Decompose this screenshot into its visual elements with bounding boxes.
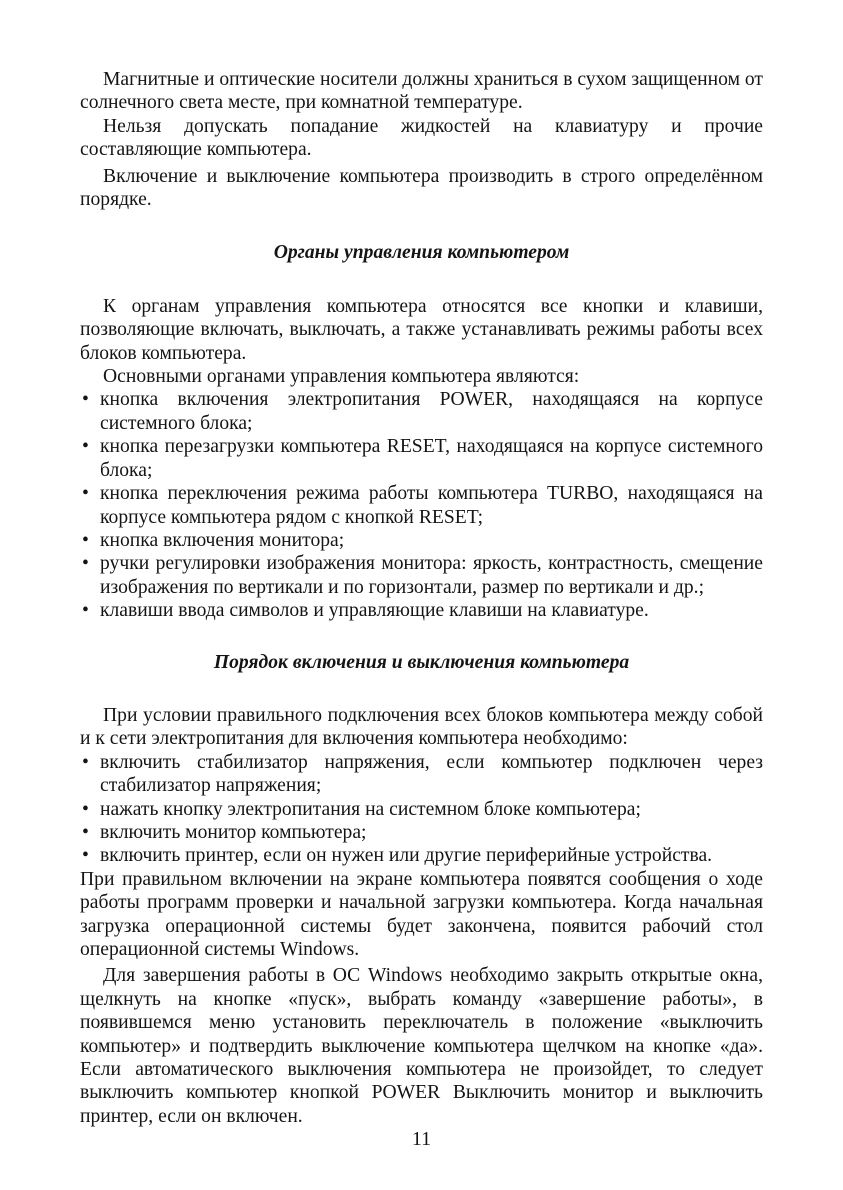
- list-item-text: ручки регулировки изображения монитора: яркость, контрастность, смещение изображения по вертикали и по горизонтали, размер по вертикали и др.;: [100, 553, 763, 598]
- intro-paragraph-order: Включение и выключение компьютера производить в строго определённом порядке.: [80, 165, 763, 211]
- bullet-icon: •: [82, 529, 89, 551]
- page-body: [80, 68, 763, 1128]
- list-item-text: кнопка включения монитора;: [100, 529, 345, 551]
- controls-paragraph: К органам управления компьютера относятся все кнопки и клавиши, позволяющие включать, выключать, а также устанавливать режимы работы всех блоков компьютера.: [80, 295, 763, 364]
- list-item: [80, 751, 763, 798]
- list-item: [80, 844, 763, 867]
- power-on-steps-list: [80, 751, 763, 868]
- list-item: [80, 552, 763, 599]
- page-number: 11: [411, 1128, 432, 1150]
- intro-paragraph-storage: Магнитные и оптические носители должны храниться в сухом защищенном от солнечного света месте, при комнатной температуре.: [80, 69, 763, 114]
- controls-list: [80, 388, 763, 622]
- bullet-icon: •: [82, 389, 89, 411]
- list-item: [80, 529, 763, 552]
- list-item-text: клавиши ввода символов и управляющие клавиши на клавиатуре.: [100, 600, 649, 622]
- bullet-icon: •: [82, 798, 89, 820]
- section-heading-controls: Органы управления компьютером: [273, 242, 570, 264]
- list-item-text: кнопка перезагрузки компьютера RESET, находящаяся на корпусе системного блока;: [100, 436, 763, 481]
- list-item-text: включить монитор компьютера;: [100, 821, 367, 843]
- bullet-icon: •: [82, 600, 89, 622]
- list-item-text: кнопка включения электропитания POWER, находящаяся на корпусе системного блока;: [100, 389, 763, 434]
- bullet-icon: •: [82, 821, 89, 843]
- list-item: [80, 388, 763, 435]
- list-item-text: кнопка переключения режима работы компьютера TURBO, находящаяся на корпусе компьютера рядом с кнопкой RESET;: [100, 483, 763, 528]
- list-item-text: включить принтер, если он нужен или другие периферийные устройства.: [100, 845, 713, 867]
- section-heading-power-order: Порядок включения и выключения компьютера: [213, 651, 630, 673]
- list-item: [80, 599, 763, 622]
- bullet-icon: •: [82, 751, 89, 773]
- boot-messages-paragraph: При правильном включении на экране компьютера появятся сообщения о ходе работы программ проверки и начальной загрузки компьютера. Когда начальная загрузка операционной системы будет закончена, появится рабочий стол операционной системы Windows.: [80, 868, 763, 960]
- power-order-paragraph: При условии правильного подключения всех блоков компьютера между собой и к сети электропитания для включения компьютера необходимо:: [80, 704, 763, 750]
- controls-list-intro: Основными органами управления компьютера являются:: [103, 366, 580, 388]
- list-item: [80, 435, 763, 482]
- list-item: [80, 821, 763, 844]
- intro-paragraph-liquids: Нельзя допускать попадание жидкостей на клавиатуру и прочие составляющие компьютера.: [80, 115, 763, 161]
- list-item-text: нажать кнопку электропитания на системном блоке компьютера;: [100, 798, 641, 820]
- bullet-icon: •: [82, 483, 89, 505]
- bullet-icon: •: [82, 845, 89, 867]
- list-item-text: включить стабилизатор напряжения, если компьютер подключен через стабилизатор напряжения;: [100, 751, 763, 797]
- shutdown-paragraph: Для завершения работы в ОС Windows необходимо закрыть открытые окна, щелкнуть на кнопке «пуск», выбрать команду «завершение работы», в появившемся меню установить переключатель в положение «выключить компьютер» и подтвердить выключение компьютера щелчком на кнопке «да». Если автоматического выключения компьютера не произойдет, то следует выключить компьютер кнопкой POWER Выключить монитор и выключить принтер, если он включен.: [80, 965, 763, 1127]
- list-item: [80, 482, 763, 529]
- list-item: [80, 798, 763, 821]
- bullet-icon: •: [82, 553, 89, 575]
- bullet-icon: •: [82, 436, 89, 458]
